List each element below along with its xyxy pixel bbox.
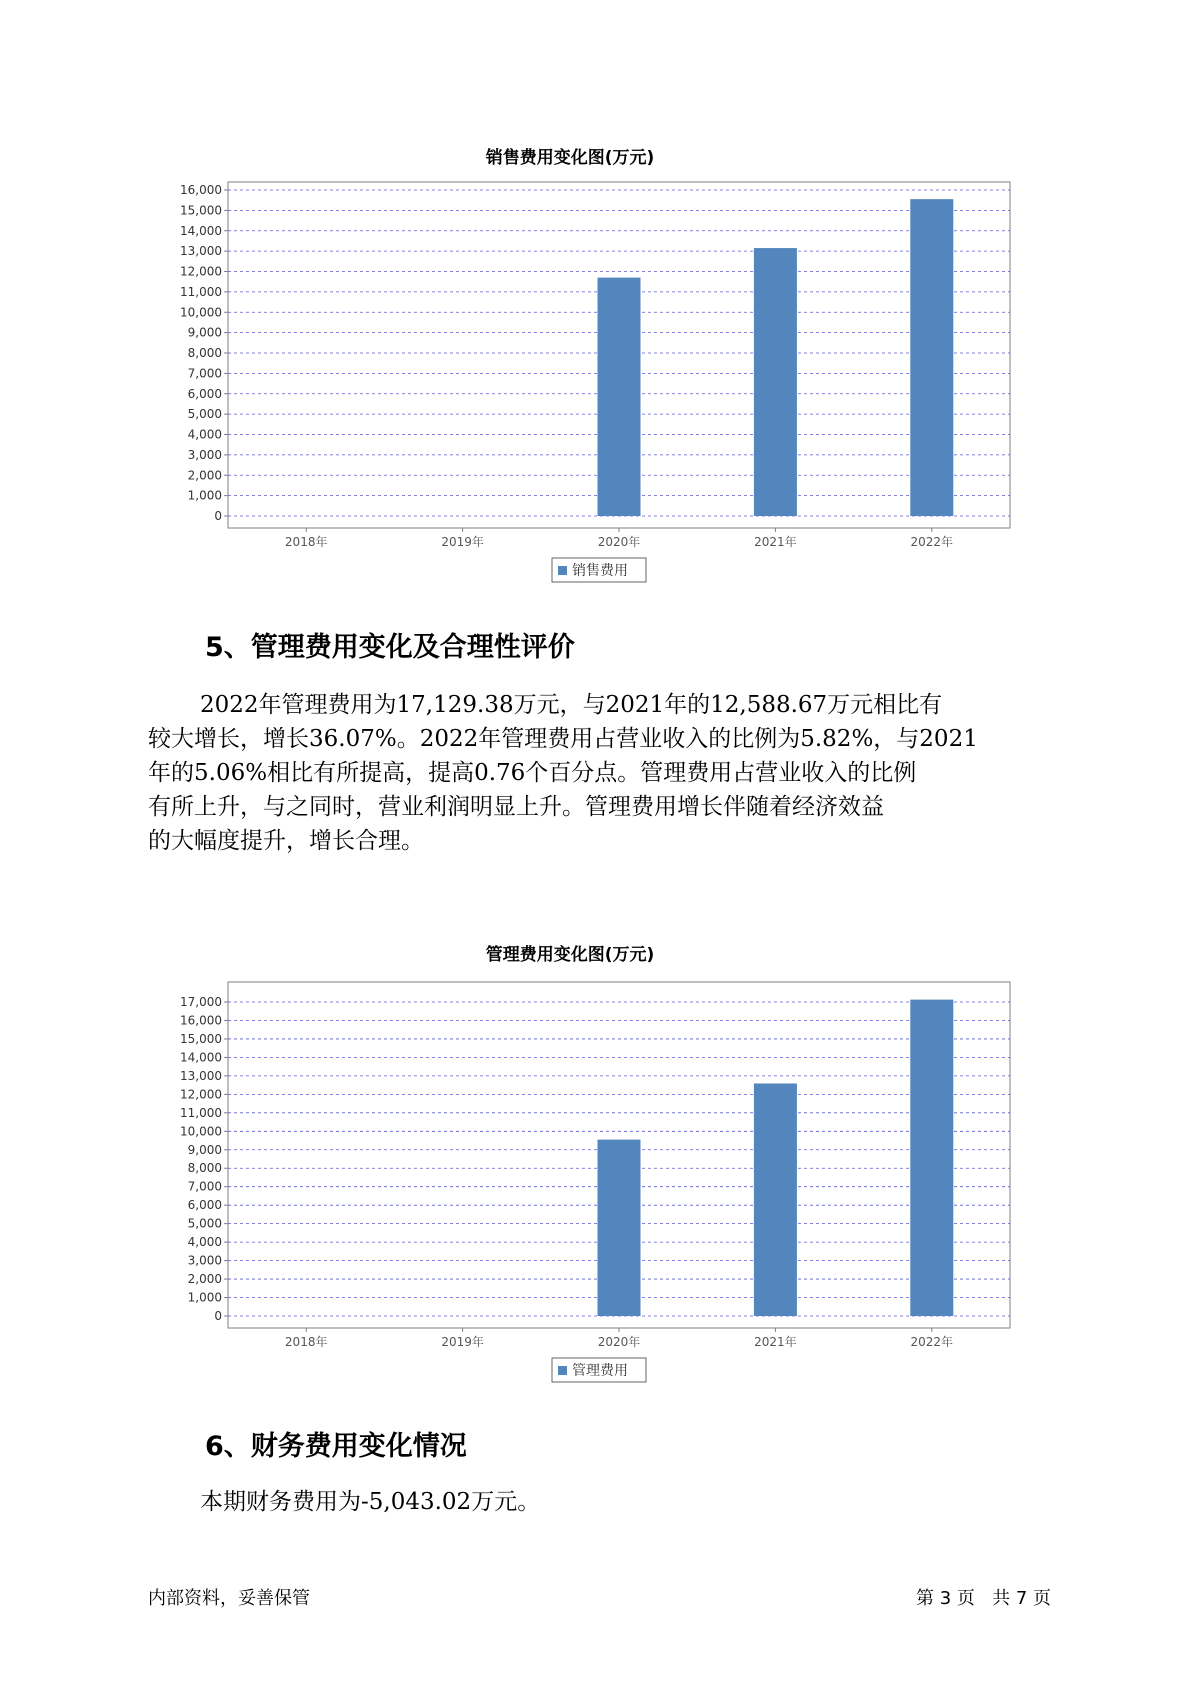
y-tick-label: 2,000 [187,1272,222,1287]
legend-label: 管理费用 [572,1363,628,1379]
section-5-heading: 5、管理费用变化及合理性评价 [205,632,575,663]
y-tick-label: 16,000 [180,183,222,197]
paragraph-line: 有所上升，与之同时，营业利润明显上升。管理费用增长伴随着经济效益 [148,794,884,820]
x-tick-label: 2022年 [910,535,954,549]
y-tick-label: 17,000 [180,995,222,1009]
x-tick-label: 2019年 [441,535,484,549]
x-tick-label: 2021年 [754,1335,797,1349]
y-tick-label: 14,000 [180,1050,222,1065]
y-tick-label: 15,000 [180,1031,222,1046]
bar [754,248,797,516]
bar [910,199,953,516]
footer-confidential-note: 内部资料，妥善保管 [148,1588,310,1609]
admin-expense-chart [0,960,1191,1380]
y-tick-label: 6,000 [187,386,222,401]
y-tick-label: 12,000 [180,1087,222,1102]
legend-label: 销售费用 [572,563,628,579]
y-tick-label: 3,000 [187,1253,222,1268]
bar [598,278,641,516]
y-tick-label: 11,000 [180,1105,222,1120]
x-tick-label: 2022年 [910,1335,954,1349]
y-tick-label: 10,000 [180,305,222,320]
y-tick-label: 16,000 [180,1013,222,1028]
y-tick-label: 9,000 [187,1142,222,1157]
y-tick-label: 3,000 [187,447,222,462]
bar [754,1083,797,1316]
paragraph-line: 较大增长，增长36.07%。2022年管理费用占营业收入的比例为5.82%，与2021 [148,726,978,752]
y-tick-label: 8,000 [187,1161,222,1176]
y-tick-label: 7,000 [187,1179,222,1194]
y-tick-label: 8,000 [187,346,222,360]
section-6-heading: 6、财务费用变化情况 [205,1431,467,1462]
bar [910,1000,953,1316]
legend-swatch [558,566,567,575]
y-tick-label: 14,000 [180,223,222,238]
y-tick-label: 1,000 [187,488,222,503]
y-tick-label: 4,000 [187,427,222,442]
legend-swatch [558,1366,567,1375]
x-tick-label: 2019年 [441,1335,484,1349]
y-tick-label: 2,000 [187,468,222,483]
chart-title-sales: 销售费用变化图(万元) [485,148,655,168]
x-tick-label: 2021年 [754,535,797,549]
y-tick-label: 5,000 [187,407,222,422]
y-tick-label: 6,000 [187,1198,222,1213]
y-tick-label: 11,000 [180,284,222,299]
x-tick-label: 2020年 [597,535,641,549]
sales-expense-chart [0,160,1191,580]
y-tick-label: 12,000 [180,264,222,279]
y-tick-label: 1,000 [187,1290,222,1305]
y-tick-label: 13,000 [180,1068,222,1083]
y-tick-label: 0 [214,1309,222,1323]
y-tick-label: 13,000 [180,244,222,259]
y-tick-label: 10,000 [180,1124,222,1139]
paragraph-line: 年的5.06%相比有所提高，提高0.76个百分点。管理费用占营业收入的比例 [148,760,917,786]
paragraph-line: 2022年管理费用为17,129.38万元，与2021年的12,588.67万元相比有 [200,692,943,718]
y-tick-label: 0 [214,509,222,523]
x-tick-label: 2020年 [597,1335,641,1349]
y-tick-label: 5,000 [187,1216,222,1231]
y-tick-label: 4,000 [187,1235,222,1250]
paragraph-line: 的大幅度提升，增长合理。 [148,828,424,854]
section-5-paragraph [148,688,1048,858]
bar [598,1140,641,1316]
footer-page-number: 第 3 页 共 7 页 [916,1588,1051,1609]
y-tick-label: 9,000 [187,325,222,340]
x-tick-label: 2018年 [284,1335,328,1349]
x-tick-label: 2018年 [284,535,328,549]
y-tick-label: 7,000 [187,366,222,381]
y-tick-label: 15,000 [180,203,222,218]
chart-title-admin: 管理费用变化图(万元) [485,945,655,965]
section-6-text: 本期财务费用为-5,043.02万元。 [200,1489,541,1515]
